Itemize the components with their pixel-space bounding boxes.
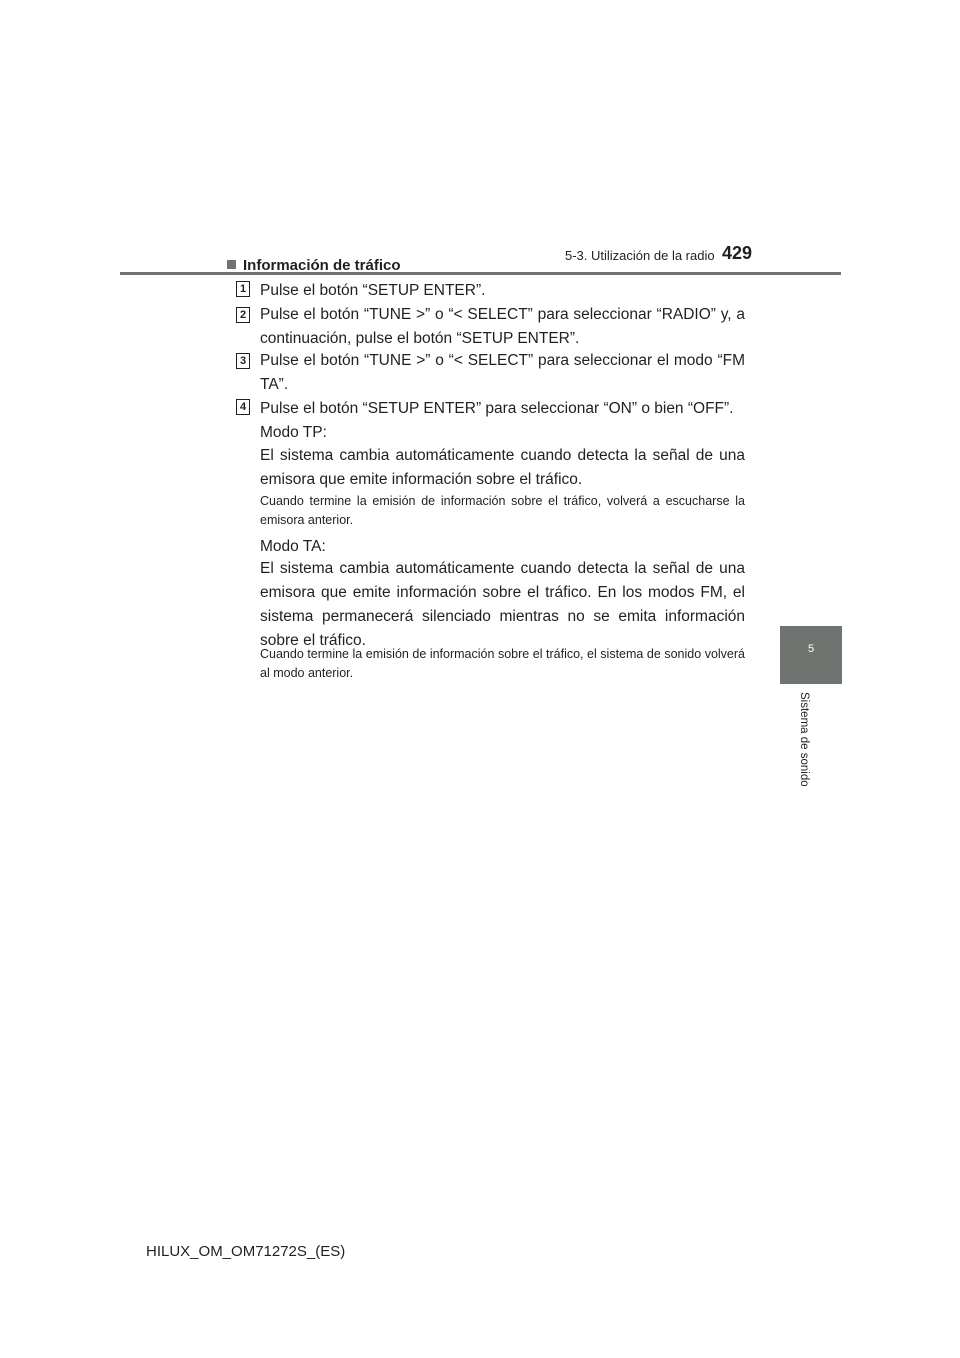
mode-ta-note: Cuando termine la emisión de información sobre el tráfico, el sistema de sonido volverá al modo anterior. — [260, 647, 745, 680]
mode-tp-body: El sistema cambia automáticamente cuando detecta la señal de una emisora que emite información sobre el tráfico. — [260, 447, 745, 488]
chapter-label: Sistema de sonido — [798, 692, 810, 787]
step-number-4: 4 — [236, 399, 250, 415]
section-heading-text: Información de tráfico — [243, 257, 401, 274]
footer-doc-id: HILUX_OM_OM71272S_(ES) — [146, 1243, 346, 1260]
section-heading — [227, 257, 401, 274]
step-text-2: Pulse el botón “TUNE >” o “< SELECT” para seleccionar “RADIO” y, a continuación, pulse el botón “SETUP ENTER”. — [260, 306, 745, 347]
step-text-1: Pulse el botón “SETUP ENTER”. — [260, 282, 486, 299]
chapter-number: 5 — [807, 643, 815, 655]
page-number: 429 — [722, 243, 753, 263]
step-number-2: 2 — [236, 307, 250, 323]
mode-tp-note: Cuando termine la emisión de información sobre el tráfico, volverá a escucharse la emisora anterior. — [260, 494, 745, 527]
header-section-title: 5-3. Utilización de la radio — [565, 248, 715, 263]
step-number-3: 3 — [236, 353, 250, 369]
mode-tp-title: Modo TP: — [260, 424, 327, 441]
mode-ta-title: Modo TA: — [260, 538, 326, 555]
square-bullet-icon — [227, 260, 236, 269]
step-text-3: Pulse el botón “TUNE >” o “< SELECT” para seleccionar el modo “FM TA”. — [260, 352, 745, 393]
mode-ta-body: El sistema cambia automáticamente cuando detecta la señal de una emisora que emite información sobre el tráfico. En los modos FM, el sistema permanecerá silenciado mientras no se emita información sobre el tráfico. — [260, 560, 745, 649]
step-number-1: 1 — [236, 281, 250, 297]
step-text-4: Pulse el botón “SETUP ENTER” para seleccionar “ON” o bien “OFF”. — [260, 400, 734, 417]
chapter-tab — [780, 626, 842, 684]
